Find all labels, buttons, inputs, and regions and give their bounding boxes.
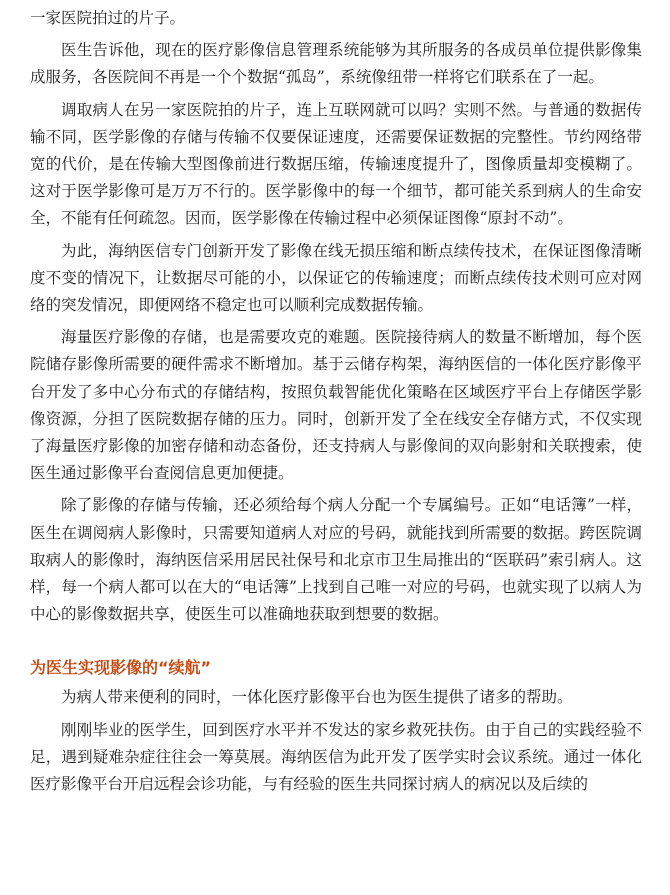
paragraph-doctor-help: 为病人带来便利的同时，一体化医疗影像平台也为医生提供了诸多的帮助。	[61, 688, 573, 707]
section-heading: 为医生实现影像的“续航”	[30, 658, 212, 678]
paragraph-lossless-compression: 为此，海纳医信专门创新开发了影像在线无损压缩和断点续传技术，在保证图像清晰度不变的情况下，让数据尽可能的小，以保证它的传输速度；而断点续传技术则可应对网络的突发情况，即便网络不稳定也可以顺利完成数据传输。	[30, 241, 642, 315]
paragraph-transfer-integrity: 调取病人在另一家医院拍的片子，连上互联网就可以吗？实则不然。与普通的数据传输不同，医学影像的存储与传输不仅要保证速度，还需要保证数据的完整性。节约网络带宽的代价，是在传输大型图像前进行数据压缩，传输速度提升了，图像质量却变模糊了。这对于医学影像可是万万不行的。医学影像中的每一个细节，都可能关系到病人的生命安全，不能有任何疏忽。因而，医学影像在传输过程中必须保证图像“原封不动”。	[30, 100, 642, 228]
paragraph-patient-index: 除了影像的存储与传输，还必须给每个病人分配一个专属编号。正如“电话簿”一样，医生在调阅病人影像时，只需要知道病人对应的号码，就能找到所需要的数据。跨医院调取病人的影像时，海纳医信采用居民社保号和北京市卫生局推出的“医联码”索引病人。这样，每一个病人都可以在大的“电话簿”上找到自己唯一对应的号码，也就实现了以病人为中心的影像数据共享，使医生可以准确地获取到想要的数据。	[30, 496, 642, 624]
paragraph-integration-service: 医生告诉他，现在的医疗影像信息管理系统能够为其所服务的各成员单位提供影像集成服务，各医院间不再是一个个数据“孤岛”，系统像纽带一样将它们联系在了一起。	[30, 41, 642, 87]
paragraph-storage-cloud: 海量医疗影像的存储，也是需要攻克的难题。医院接待病人的数量不断增加，每个医院储存影像所需要的硬件需求不断增加。基于云储存构架，海纳医信的一体化医疗影像平台开发了多中心分布式的存储结构，按照负载智能优化策略在区域医疗平台上存储医学影像资源，分担了医院数据存储的压力。同时，创新开发了全在线安全存储方式，不仅实现了海量医疗影像的加密存储和动态备份，还支持病人与影像间的双向影射和关联搜索，使医生通过影像平台查阅信息更加便捷。	[30, 328, 642, 483]
paragraph-continuation: 一家医院拍过的片子。	[30, 9, 186, 27]
paragraph-remote-consultation: 刚刚毕业的医学生，回到医疗水平并不发达的家乡救死扶伤。由于自己的实践经验不足，遇到疑难杂症往往会一筹莫展。海纳医信为此开发了医学实时会议系统。通过一体化医疗影像平台开启远程会诊功能，与有经验的医生共同探讨病人的病况以及后续的	[30, 720, 642, 794]
